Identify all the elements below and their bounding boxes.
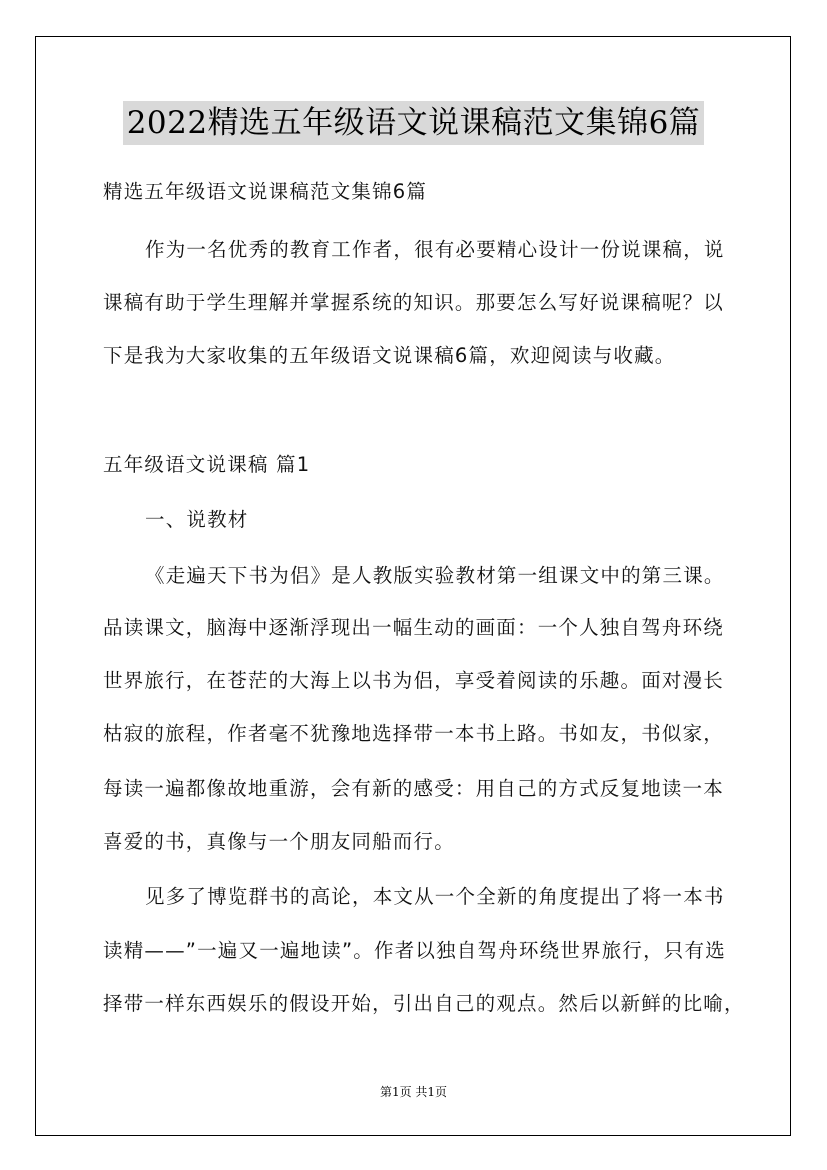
paragraph1-line-5: 每读一遍都像故地重游，会有新的感受：用自己的方式反复地读一本 (103, 777, 725, 800)
paragraph2-line-1: 见多了博览群书的高论，本文从一个全新的角度提出了将一本书 (145, 885, 725, 908)
subtitle: 精选五年级语文说课稿范文集锦6篇 (103, 180, 428, 203)
page-footer: 第1页 共1页 (379, 1085, 448, 1099)
paragraph1-line-3: 世界旅行，在苍茫的大海上以书为侣，享受着阅读的乐趣。面对漫长 (103, 669, 725, 692)
section-heading: 五年级语文说课稿 篇1 (103, 453, 311, 476)
document-title: 2022精选五年级语文说课稿范文集锦6篇 (123, 101, 705, 145)
intro-line-2: 课稿有助于学生理解并掌握系统的知识。那要怎么写好说课稿呢？以 (103, 291, 725, 314)
paragraph1-line-6: 喜爱的书，真像与一个朋友同船而行。 (103, 830, 455, 853)
intro-line-3: 下是我为大家收集的五年级语文说课稿6篇，欢迎阅读与收藏。 (103, 344, 676, 367)
paragraph1-line-2: 品读课文，脑海中逐渐浮现出一幅生动的画面：一个人独自驾舟环绕 (103, 616, 725, 639)
paragraph1-line-4: 枯寂的旅程，作者毫不犹豫地选择带一本书上路。书如友，书似家， (103, 722, 725, 745)
paragraph2-line-3: 择带一样东西娱乐的假设开始，引出自己的观点。然后以新鲜的比喻， (103, 992, 745, 1015)
paragraph2-line-2: 读精——”一遍又一遍地读”。作者以独自驾舟环绕世界旅行，只有选 (103, 939, 726, 962)
intro-line-1: 作为一名优秀的教育工作者，很有必要精心设计一份说课稿，说 (145, 238, 725, 261)
paragraph1-line-1: 《走遍天下书为侣》是人教版实验教材第一组课文中的第三课。 (145, 564, 725, 587)
title-block (0, 101, 827, 145)
sub-heading: 一、说教材 (145, 508, 249, 531)
